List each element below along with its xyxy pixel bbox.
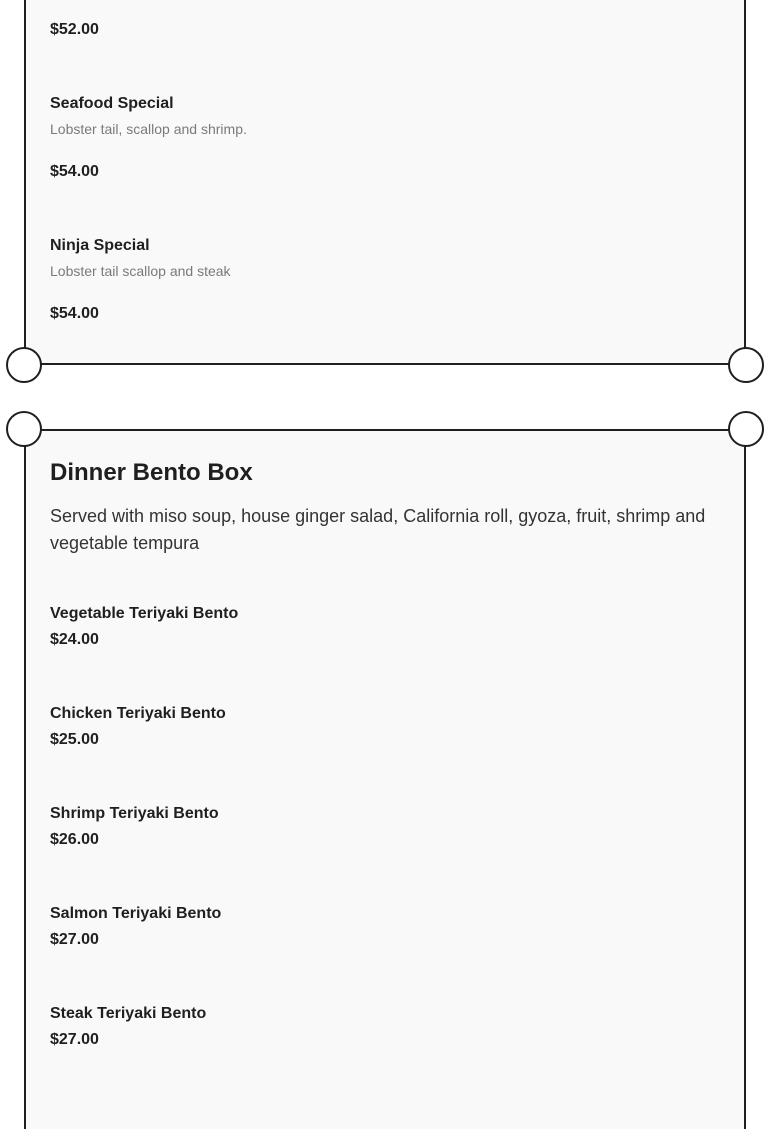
section-header [50,458,720,488]
bento-section-card [24,429,746,1129]
menu-item [50,1004,720,1050]
menu-item-price-continued [50,20,720,40]
section-description: Served with miso soup, house ginger salad, California roll, gyoza, fruit, shrimp and vegetable tempura [50,506,706,553]
menu-item-name: Seafood Special [50,95,174,112]
menu-item [50,704,720,750]
menu-item [50,604,720,650]
menu-item-price: $25.00 [50,731,99,748]
menu-item [50,236,720,324]
card-corner-notch [728,347,764,383]
menu-item-description: Lobster tail, scallop and shrimp. [50,121,247,137]
menu-item-name: Ninja Special [50,237,150,254]
menu-section-card [24,0,746,365]
menu-item-name: Shrimp Teriyaki Bento [50,805,219,822]
card-corner-notch [6,411,42,447]
menu-item [50,904,720,950]
card-corner-notch [728,411,764,447]
menu-item-price: $27.00 [50,931,99,948]
menu-item-name: Steak Teriyaki Bento [50,1005,207,1022]
menu-item-name: Chicken Teriyaki Bento [50,705,226,722]
section-description-block [50,503,720,557]
menu-item-price: $24.00 [50,631,99,648]
menu-item-price: $26.00 [50,831,99,848]
menu-item-price: $52.00 [50,21,99,38]
menu-item-price: $27.00 [50,1031,99,1048]
menu-item-name: Salmon Teriyaki Bento [50,905,222,922]
card-corner-notch [6,347,42,383]
menu-item [50,94,720,182]
menu-item-name: Vegetable Teriyaki Bento [50,605,239,622]
section-title: Dinner Bento Box [50,459,253,486]
menu-item-price: $54.00 [50,163,99,180]
menu-item [50,804,720,850]
menu-item-price: $54.00 [50,305,99,322]
menu-item-description: Lobster tail scallop and steak [50,263,231,279]
